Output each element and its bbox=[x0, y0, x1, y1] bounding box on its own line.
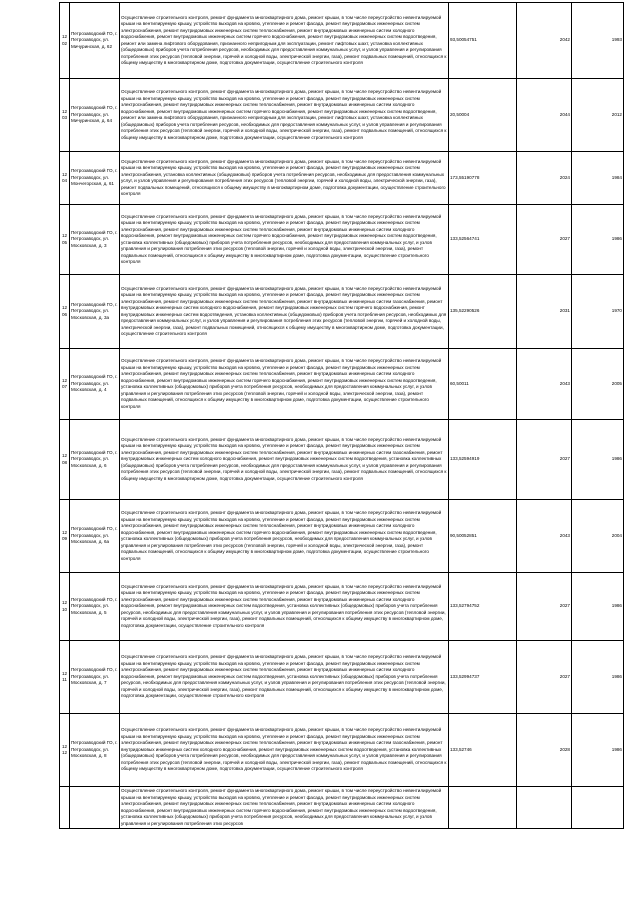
row-number: 1205 bbox=[60, 205, 70, 275]
row-year: 2043 bbox=[517, 349, 572, 420]
row-address: Петрозаводский ГО, г. Петрозаводск, ул. Московская, д. 3а bbox=[70, 275, 120, 349]
table-row bbox=[60, 641, 624, 714]
row-cost: 133,52564741 bbox=[449, 205, 517, 275]
row-address: Петрозаводский ГО, г. Петрозаводск, ул. Московская, д. 4 bbox=[70, 349, 120, 420]
row-built-year: 1984 bbox=[572, 152, 624, 205]
row-number bbox=[60, 787, 70, 829]
row-number: 1211 bbox=[60, 641, 70, 714]
row-number: 1204 bbox=[60, 152, 70, 205]
row-year: 2028 bbox=[517, 714, 572, 787]
row-address: Петрозаводский ГО, г. Петрозаводск, ул. Московская, д. 7 bbox=[70, 641, 120, 714]
row-number: 1208 bbox=[60, 420, 70, 500]
row-built-year: 1970 bbox=[572, 275, 624, 349]
row-address: Петрозаводский ГО, г. Петрозаводск, ул. Московская, д. 8 bbox=[70, 714, 120, 787]
row-works: Осуществление строительного контроля, ремонт фундамента многоквартирного дома, ремонт крыши, в том числе переустройство невентилируемой крыши на вентилируемую крышу, устройство выходов на кровлю, утепление и ремонт фасада, ремонт внутридомовых инженерных систем электроснабжения, ремонт внутридомовых инженерных систем теплоснабжения, ремонт внутридомовых инженерных систем холодного водоснабжения, ремонт внутридомовых инженерных систем горячего водоснабжения, ремонт внутридомовых инженерных систем водоотведения, установка коллективных (общедомовых) приборов учета потребления ресурсов, необходимых для предоставления коммунальных услуг, и узлов управления и регулирования потребления этих ресурсов (тепловой энергии, горячей и холодной воды, электрической энергии, газа), ремонт подвальных помещений, относящихся к общему имуществу в многоквартирном доме, подготовка документации, осуществление строительного контроля bbox=[120, 205, 449, 275]
row-cost: 90,50052851 bbox=[449, 500, 517, 573]
row-year: 2024 bbox=[517, 152, 572, 205]
row-year bbox=[517, 787, 572, 829]
row-built-year: 2005 bbox=[572, 349, 624, 420]
row-built-year: 2004 bbox=[572, 500, 624, 573]
row-built-year: 2012 bbox=[572, 79, 624, 152]
row-cost bbox=[449, 787, 517, 829]
row-cost: 133,52746 bbox=[449, 714, 517, 787]
row-works: Осуществление строительного контроля, ремонт фундамента многоквартирного дома, ремонт крыши, в том числе переустройство невентилируемой крыши на вентилируемую крышу, устройство выходов на кровлю, утепление и ремонт фасада, ремонт внутридомовых инженерных систем электроснабжения, ремонт внутридомовых инженерных систем теплоснабжения, ремонт внутридомовых инженерных систем холодного водоснабжения, ремонт внутридомовых инженерных систем водоотведения, установка коллективных (общедомовых) приборов учета потребления ресурсов, необходимых для предоставления коммунальных услуг, и узлов управления и регулирования потребления этих ресурсов (тепловой энергии, горячей и холодной воды, электрической энергии, газа), ремонт подвальных помещений, относящихся к общему имуществу в многоквартирном доме, подготовка документации, осуществление строительного контроля bbox=[120, 573, 449, 641]
row-number: 1210 bbox=[60, 573, 70, 641]
table-row bbox=[60, 275, 624, 349]
row-address: Петрозаводский ГО, г. Петрозаводск, ул. Московская, д. 6а bbox=[70, 500, 120, 573]
row-cost: 173,55190778 bbox=[449, 152, 517, 205]
row-address: Петрозаводский ГО, г. Петрозаводск, ул. Московская, д. 3 bbox=[70, 205, 120, 275]
row-address: Петрозаводский ГО, г. Петрозаводск, ул. Мичуринская, д. 64 bbox=[70, 79, 120, 152]
row-address bbox=[70, 787, 120, 829]
row-number: 1202 bbox=[60, 3, 70, 79]
row-number: 1207 bbox=[60, 349, 70, 420]
row-works: Осуществление строительного контроля, ремонт фундамента многоквартирного дома, ремонт крыши, в том числе переустройство невентилируемой крыши на вентилируемую крышу, устройство выходов на кровлю, утепление и ремонт фасада, ремонт внутридомовых инженерных систем электроснабжения, ремонт внутридомовых инженерных систем теплоснабжения, ремонт внутридомовых инженерных систем газоснабжения, ремонт внутридомовых инженерных систем холодного водоснабжения, ремонт внутридомовых инженерных систем водоотведения, установка коллективных (общедомовых) приборов учета потребления ресурсов, необходимых для предоставления коммунальных услуг, и узлов управления и регулирования потребления этих ресурсов (тепловой энергии, горячей и холодной воды, электрической энергии, газа), ремонт подвальных помещений, относящихся к общему имуществу в многоквартирном доме, подготовка документации, осуществление строительного контроля bbox=[120, 420, 449, 500]
table-row bbox=[60, 152, 624, 205]
row-year: 2027 bbox=[517, 420, 572, 500]
row-number: 1203 bbox=[60, 79, 70, 152]
table-row bbox=[60, 714, 624, 787]
table-row bbox=[60, 420, 624, 500]
row-works: Осуществление строительного контроля, ремонт фундамента многоквартирного дома, ремонт крыши, в том числе переустройство невентилируемой крыши на вентилируемую крышу, устройство выходов на кровлю, утепление и ремонт фасада, ремонт внутридомовых инженерных систем электроснабжения, ремонт внутридомовых инженерных систем теплоснабжения, ремонт внутридомовых инженерных систем холодного водоснабжения, ремонт внутридомовых инженерных систем водоотведения, установка коллективных (общедомовых) приборов учета потребления ресурсов, необходимых для предоставления коммунальных услуг, и узлов управления и регулирования потребления этих ресурсов (тепловой энергии, горячей и холодной воды, электрической энергии, газа), ремонт подвальных помещений, относящихся к общему имуществу в многоквартирном доме, подготовка документации, осуществление строительного контроля bbox=[120, 641, 449, 714]
row-works: Осуществление строительного контроля, ремонт фундамента многоквартирного дома, ремонт крыши, в том числе переустройство невентилируемой крыши на вентилируемую крышу, устройство выходов на кровлю, утепление и ремонт фасада, ремонт внутридомовых инженерных систем электроснабжения, установка коллективных (общедомовых) приборов учета потребления ресурсов, необходимых для предоставления коммунальных услуг, и узлов управления и регулирования потребления этих ресурсов (тепловой энергии, горячей и холодной воды, электрической энергии, газа), ремонт подвальных помещений, относящихся к общему имуществу в многоквартирном доме, подготовка документации, осуществление строительного контроля bbox=[120, 152, 449, 205]
row-works: Осуществление строительного контроля, ремонт фундамента многоквартирного дома, ремонт крыши, в том числе переустройство невентилируемой крыши на вентилируемую крышу, устройство выходов на кровлю, утепление и ремонт фасада, ремонт внутридомовых инженерных систем электроснабжения, ремонт внутридомовых инженерных систем теплоснабжения, ремонт внутридомовых инженерных систем холодного водоснабжения, ремонт внутридомовых инженерных систем горячего водоснабжения, ремонт внутридомовых инженерных систем водоотведения, установка коллективных (общедомовых) приборов учета потребления ресурсов, необходимых для предоставления коммунальных услуг, и узлов управления и регулирования потребления этих ресурсов (тепловой энергии, горячей и холодной воды, электрической энергии, газа), ремонт подвальных помещений, относящихся к общему имуществу в многоквартирном доме, подготовка документации, осуществление строительного контроля bbox=[120, 349, 449, 420]
row-works: Осуществление строительного контроля, ремонт фундамента многоквартирного дома, ремонт крыши, в том числе переустройство невентилируемой крыши на вентилируемую крышу, устройство выходов на кровлю, утепление и ремонт фасада, ремонт внутридомовых инженерных систем электроснабжения, ремонт внутридомовых инженерных систем теплоснабжения, ремонт внутридомовых инженерных систем газоснабжения, ремонт внутридомовых инженерных систем холодного водоснабжения, ремонт внутридомовых инженерных систем водоотведения, установка коллективных (общедомовых) приборов учета потребления ресурсов, необходимых для предоставления коммунальных услуг, и узлов управления и регулирования потребления этих ресурсов (тепловой энергии, горячей и холодной воды, электрической энергии, газа), ремонт подвальных помещений, относящихся к общему имуществу в многоквартирном доме, подготовка документации, осуществление строительного контроля bbox=[120, 714, 449, 787]
row-cost: 133,52994737 bbox=[449, 641, 517, 714]
row-built-year: 1986 bbox=[572, 714, 624, 787]
row-year: 2027 bbox=[517, 205, 572, 275]
row-year: 2027 bbox=[517, 641, 572, 714]
table-row bbox=[60, 3, 624, 79]
table-row bbox=[60, 500, 624, 573]
row-works: Осуществление строительного контроля, ремонт фундамента многоквартирного дома, ремонт крыши, в том числе переустройство невентилируемой крыши на вентилируемую крышу, устройство выходов на кровлю, утепление и ремонт фасада, ремонт внутридомовых инженерных систем электроснабжения, ремонт внутридомовых инженерных систем теплоснабжения, ремонт внутридомовых инженерных систем холодного водоснабжения, ремонт внутридомовых инженерных систем горячего водоснабжения, ремонт внутридомовых инженерных систем водоотведения, установка коллективных (общедомовых) приборов учета потребления ресурсов, необходимых для предоставления коммунальных услуг, и узлов управления и регулирования потребления этих ресурсов bbox=[120, 787, 449, 829]
row-works: Осуществление строительного контроля, ремонт фундамента многоквартирного дома, ремонт крыши, в том числе переустройство невентилируемой крыши на вентилируемую крышу, устройство выходов на кровлю, утепление и ремонт фасада, ремонт внутридомовых инженерных систем электроснабжения, ремонт внутридомовых инженерных систем теплоснабжения, ремонт внутридомовых инженерных систем холодного водоснабжения, ремонт внутридомовых инженерных систем горячего водоснабжения, ремонт внутридомовых инженерных систем водоотведения, ремонт или замена лифтового оборудования, признанного непригодным для эксплуатации, ремонт лифтовых шахт, установка коллективных (общедомовых) приборов учета потребления ресурсов, необходимых для предоставления коммунальных услуг, и узлов управления и регулирования потребления этих ресурсов (тепловой энергии, горячей и холодной воды, электрической энергии, газа), ремонт подвальных помещений, относящихся к общему имуществу в многоквартирном доме, подготовка документации, осуществление строительного контроля bbox=[120, 3, 449, 79]
table-row bbox=[60, 787, 624, 829]
row-cost: 60,50011 bbox=[449, 349, 517, 420]
row-built-year: 1986 bbox=[572, 205, 624, 275]
row-cost: 133,52594919 bbox=[449, 420, 517, 500]
row-works: Осуществление строительного контроля, ремонт фундамента многоквартирного дома, ремонт крыши, в том числе переустройство невентилируемой крыши на вентилируемую крышу, устройство выходов на кровлю, утепление и ремонт фасада, ремонт внутридомовых инженерных систем электроснабжения, ремонт внутридомовых инженерных систем теплоснабжения, ремонт внутридомовых инженерных систем холодного водоснабжения, ремонт внутридомовых инженерных систем горячего водоснабжения, ремонт внутридомовых инженерных систем водоотведения, ремонт или замена лифтового оборудования, признанного непригодным для эксплуатации, ремонт лифтовых шахт, установка коллективных (общедомовых) приборов учета потребления ресурсов, необходимых для предоставления коммунальных услуг, и узлов управления и регулирования потребления этих ресурсов (тепловой энергии, горячей и холодной воды, электрической энергии, газа), ремонт подвальных помещений, относящихся к общему имуществу в многоквартирном доме, подготовка документации, осуществление строительного контроля bbox=[120, 79, 449, 152]
table-row bbox=[60, 573, 624, 641]
row-built-year: 1986 bbox=[572, 573, 624, 641]
table-row bbox=[60, 205, 624, 275]
table-row bbox=[60, 79, 624, 152]
row-built-year bbox=[572, 787, 624, 829]
row-number: 1212 bbox=[60, 714, 70, 787]
row-year: 2042 bbox=[517, 3, 572, 79]
row-year: 2044 bbox=[517, 79, 572, 152]
row-address: Петрозаводский ГО, г. Петрозаводск, ул. Московская, д. 6 bbox=[70, 420, 120, 500]
row-number: 1206 bbox=[60, 275, 70, 349]
row-built-year: 1993 bbox=[572, 3, 624, 79]
row-built-year: 1986 bbox=[572, 641, 624, 714]
row-address: Петрозаводский ГО, г. Петрозаводск, ул. Мончегорская, д. 61 bbox=[70, 152, 120, 205]
table-row bbox=[60, 349, 624, 420]
row-address: Петрозаводский ГО, г. Петрозаводск, ул. Московская, д. 5 bbox=[70, 573, 120, 641]
row-year: 2027 bbox=[517, 573, 572, 641]
row-year: 2031 bbox=[517, 275, 572, 349]
row-year: 2043 bbox=[517, 500, 572, 573]
row-works: Осуществление строительного контроля, ремонт фундамента многоквартирного дома, ремонт крыши, в том числе переустройство невентилируемой крыши на вентилируемую крышу, устройство выходов на кровлю, утепление и ремонт фасада, ремонт внутридомовых инженерных систем электроснабжения, ремонт внутридомовых инженерных систем теплоснабжения, ремонт внутридомовых инженерных систем холодного водоснабжения, ремонт внутридомовых инженерных систем горячего водоснабжения, ремонт внутридомовых инженерных систем водоотведения, установка коллективных (общедомовых) приборов учета потребления ресурсов, необходимых для предоставления коммунальных услуг, и узлов управления и регулирования потребления этих ресурсов (тепловой энергии, горячей и холодной воды, электрической энергии, газа), ремонт подвальных помещений, относящихся к общему имуществу в многоквартирном доме, подготовка документации, осуществление строительного контроля bbox=[120, 500, 449, 573]
row-cost: 20,50004 bbox=[449, 79, 517, 152]
row-built-year: 1986 bbox=[572, 420, 624, 500]
row-cost: 135,52290526 bbox=[449, 275, 517, 349]
row-address: Петрозаводский ГО, г. Петрозаводск, ул. Мичуринская, д. 62 bbox=[70, 3, 120, 79]
row-number: 1209 bbox=[60, 500, 70, 573]
row-cost: 133,52794752 bbox=[449, 573, 517, 641]
row-works: Осуществление строительного контроля, ремонт фундамента многоквартирного дома, ремонт крыши, в том числе переустройство невентилируемой крыши на вентилируемую крышу, устройство выходов на кровлю, утепление и ремонт фасада, ремонт внутридомовых инженерных систем электроснабжения, ремонт внутридомовых инженерных систем теплоснабжения, ремонт внутридомовых инженерных систем газоснабжения, ремонт внутридомовых инженерных систем холодного водоснабжения, ремонт внутридомовых инженерных систем горячего водоснабжения, ремонт внутридомовых инженерных систем водоотведения, установка коллективных (общедомовых) приборов учета потребления ресурсов, необходимых для предоставления коммунальных услуг, и узлов управления и регулирования потребления этих ресурсов (тепловой энергии, горячей и холодной воды, электрической энергии, газа), ремонт подвальных помещений, относящихся к общему имуществу в многоквартирном доме, подготовка документации, осуществление строительного контроля bbox=[120, 275, 449, 349]
program-table bbox=[59, 2, 624, 829]
row-cost: 93,50054751 bbox=[449, 3, 517, 79]
